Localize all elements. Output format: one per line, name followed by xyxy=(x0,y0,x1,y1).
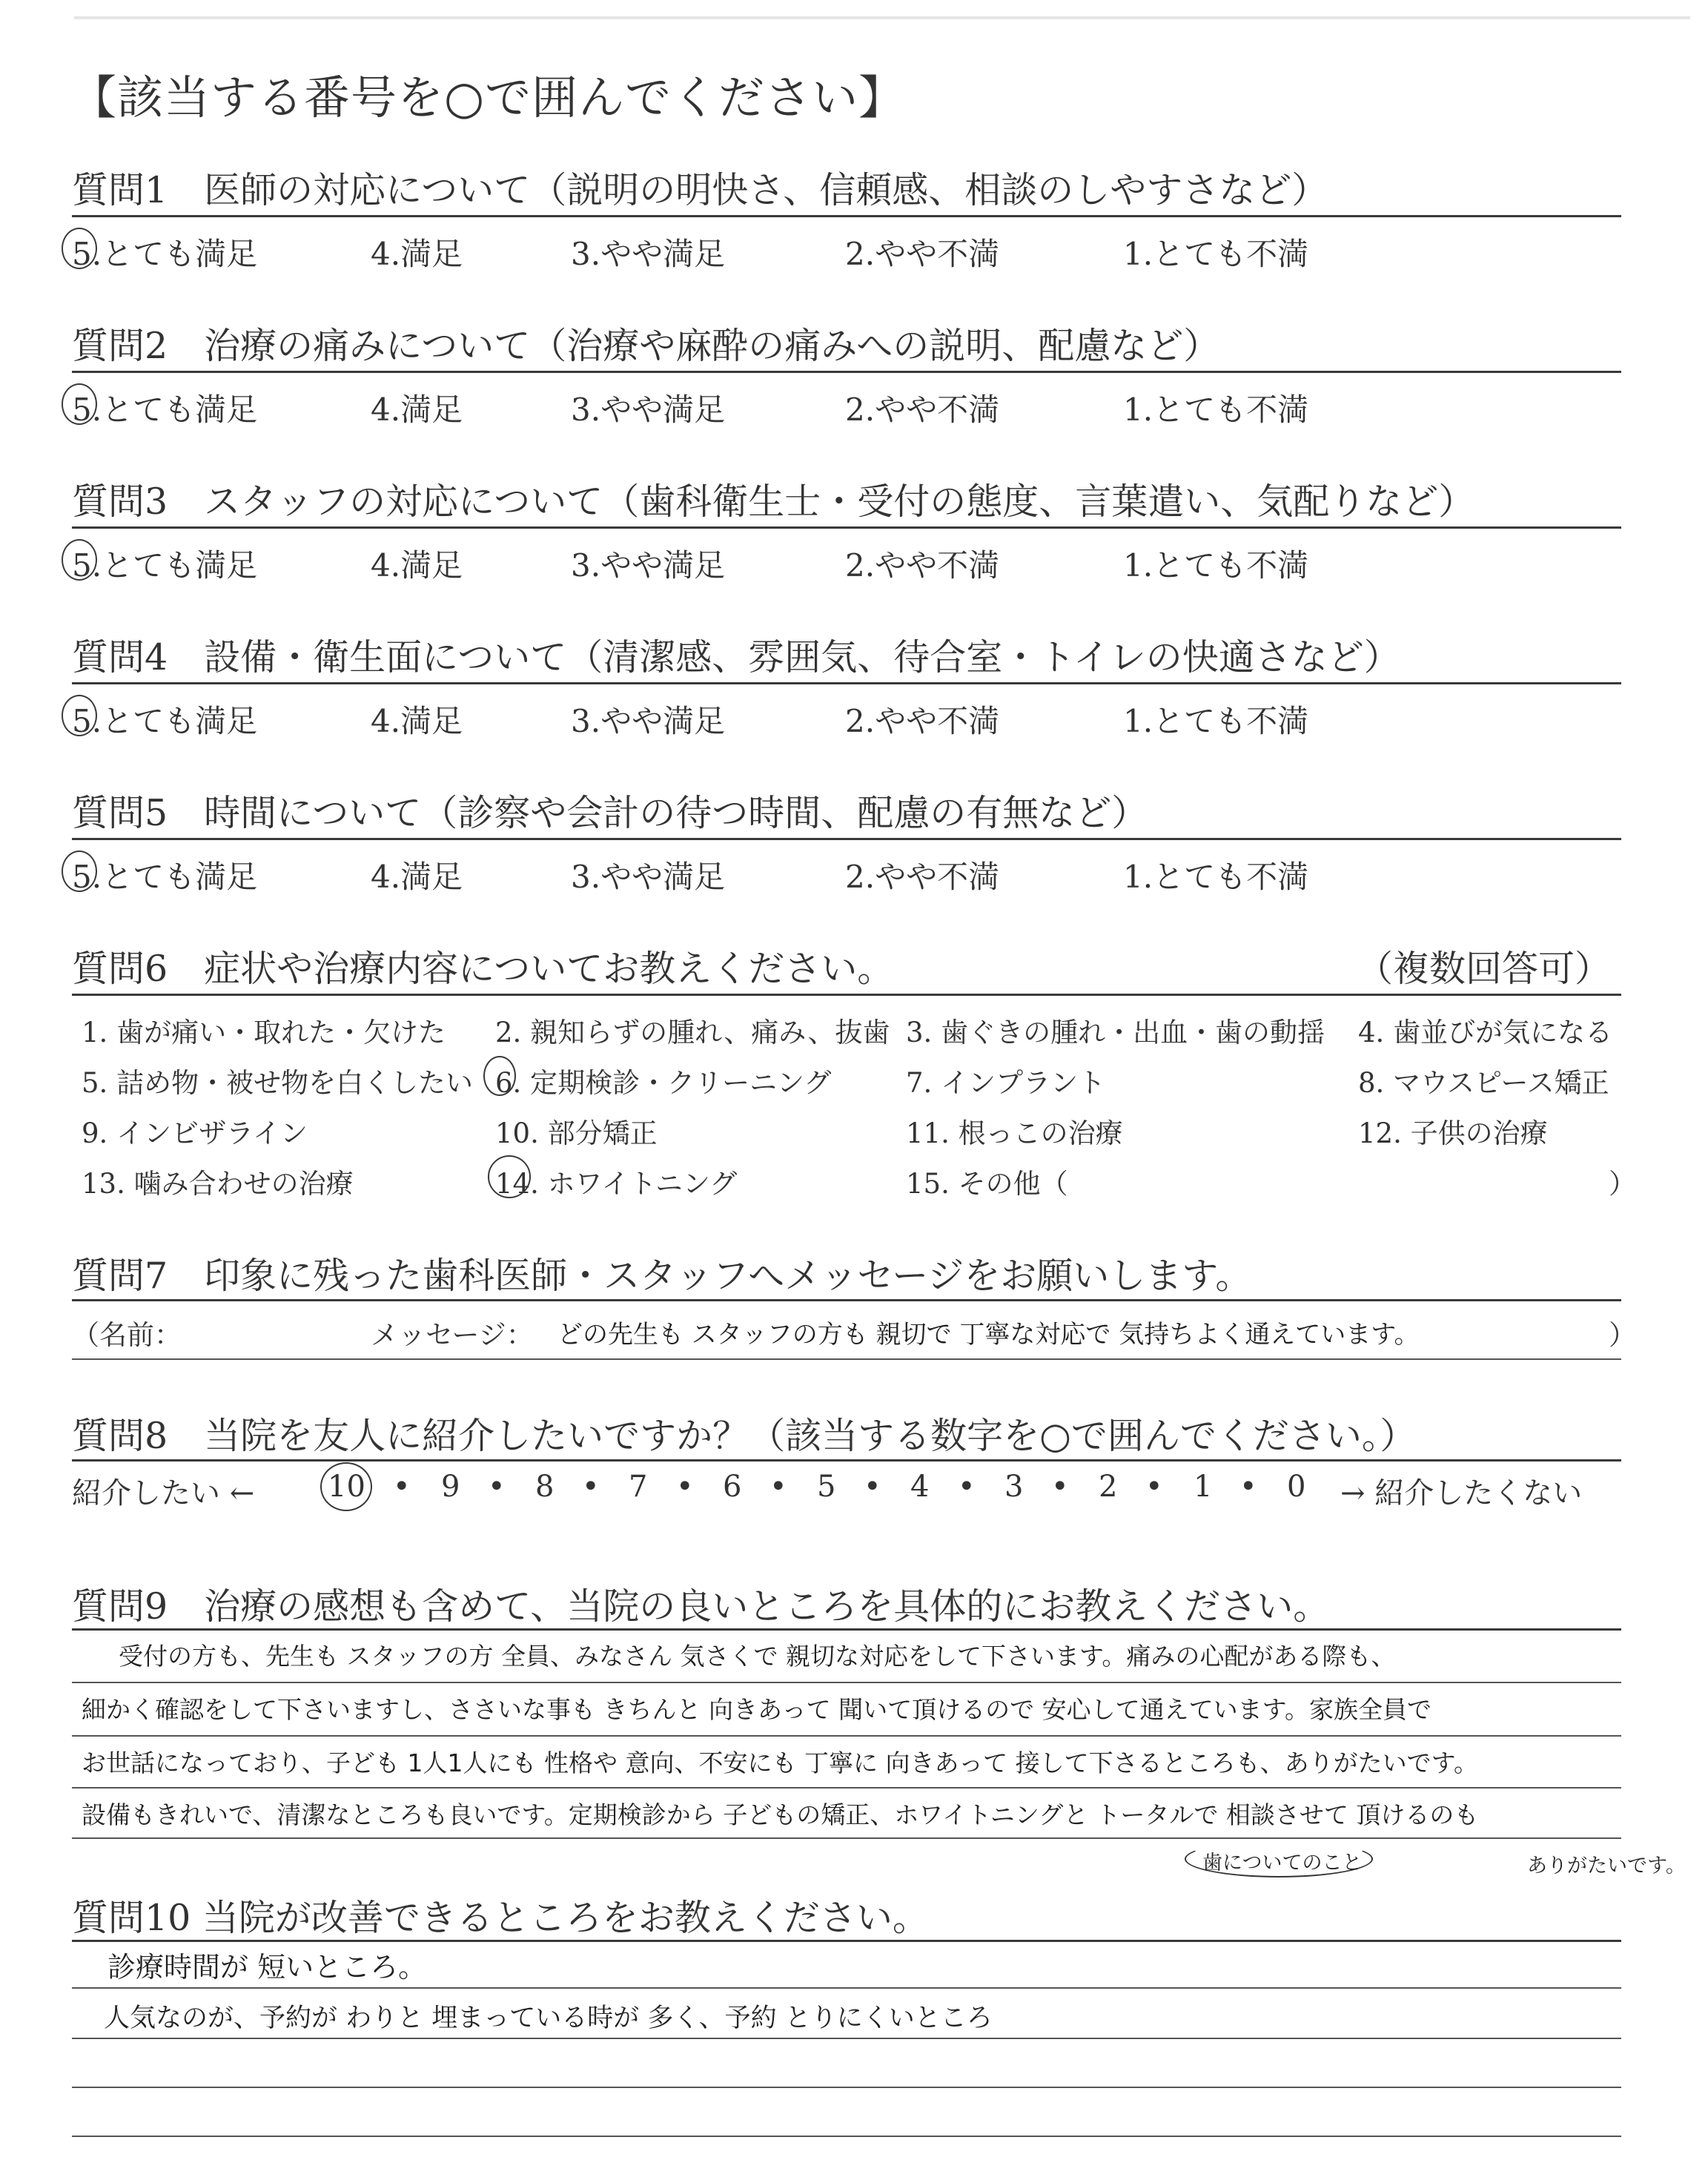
question-2-rule xyxy=(72,371,1621,373)
q6-item-3[interactable]: 3. 歯ぐきの腫れ・出血・歯の動揺 xyxy=(906,1017,1325,1048)
q9-insert-note: 歯についてのこと xyxy=(1202,1852,1363,1875)
option-4[interactable]: 4.満足 xyxy=(371,236,463,272)
q7-message-label: メッセージ： xyxy=(371,1319,534,1351)
q9-ruled-line xyxy=(72,1735,1621,1737)
option-3[interactable]: 3.やや満足 xyxy=(571,703,726,739)
option-2[interactable]: 2.やや不満 xyxy=(845,859,1000,895)
option-1[interactable]: 1.とても不満 xyxy=(1123,703,1309,739)
q8-scale-2[interactable]: 2 xyxy=(1099,1470,1118,1504)
q7-name-label: （名前： xyxy=(72,1319,182,1351)
option-2[interactable]: 2.やや不満 xyxy=(845,547,1000,584)
option-5[interactable]: 5.とても満足 xyxy=(72,703,258,739)
q6-item-1[interactable]: 1. 歯が痛い・取れた・欠けた xyxy=(82,1017,446,1048)
option-3[interactable]: 3.やや満足 xyxy=(571,392,726,428)
q9-ruled-line xyxy=(72,1787,1621,1789)
q10-ruled-line xyxy=(72,1987,1621,1989)
option-3[interactable]: 3.やや満足 xyxy=(571,236,726,272)
option-2[interactable]: 2.やや不満 xyxy=(845,236,1000,272)
q8-scale-sep: • xyxy=(676,1470,694,1504)
q6-item-14[interactable]: 14. ホワイトニング xyxy=(495,1168,738,1200)
q8-scale-0[interactable]: 0 xyxy=(1287,1470,1306,1504)
q8-scale-sep: • xyxy=(958,1470,976,1504)
question-5-rule xyxy=(72,838,1621,840)
q8-scale-sep: • xyxy=(488,1470,506,1504)
top-edge-line xyxy=(74,16,1690,19)
q6-item-7[interactable]: 7. インプラント xyxy=(906,1067,1106,1099)
q8-scale-9[interactable]: 9 xyxy=(441,1470,460,1504)
question-10-title: 質問10 当院が改善できるところをお教えください。 xyxy=(72,1897,929,1939)
q8-scale-6[interactable]: 6 xyxy=(723,1470,742,1504)
question-6-rule xyxy=(72,994,1621,996)
q9-ruled-line xyxy=(72,1682,1621,1683)
question-10-rule xyxy=(72,1940,1621,1942)
q8-scale-sep: • xyxy=(582,1470,600,1504)
q8-scale-sep: • xyxy=(864,1470,881,1504)
q6-item-12[interactable]: 12. 子供の治療 xyxy=(1358,1117,1548,1149)
q10-answer-line-2: 人気なのが、予約が わりと 埋まっている時が 多く、予約 とりにくいところ xyxy=(104,2004,993,2033)
q7-message-handwritten: どの先生も スタッフの方も 親切で 丁寧な対応で 気持ちよく通えています。 xyxy=(557,1320,1420,1350)
q8-scale-8[interactable]: 8 xyxy=(535,1470,555,1504)
q9-answer-tail: ありがたいです。 xyxy=(1527,1855,1686,1877)
q8-scale-sep: • xyxy=(1145,1470,1163,1504)
q8-left-label: 紹介したい ← xyxy=(72,1476,255,1510)
q6-item-9[interactable]: 9. インビザライン xyxy=(82,1117,308,1149)
option-2[interactable]: 2.やや不満 xyxy=(845,703,1000,739)
option-1[interactable]: 1.とても不満 xyxy=(1123,859,1309,895)
q10-answer-line-1: 診療時間が 短いところ。 xyxy=(107,1951,427,1984)
question-1-rule xyxy=(72,215,1621,217)
q9-answer-line-4: 設備もきれいで、清潔なところも良いです。定期検診から 子どもの矯正、ホワイトニングと トータルで 相談させて 頂けるのも xyxy=(82,1800,1479,1829)
q6-item-15[interactable]: 15. その他（ xyxy=(906,1168,1068,1200)
option-1[interactable]: 1.とても不満 xyxy=(1123,236,1309,272)
q9-answer-line-1: 受付の方も、先生も スタッフの方 全員、みなさん 気さくで 親切な対応をして下さいます。痛みの心配がある際も、 xyxy=(119,1642,1396,1671)
q8-scale-sep: • xyxy=(393,1470,411,1504)
option-4[interactable]: 4.満足 xyxy=(371,392,463,428)
q6-item-15-close: ） xyxy=(1609,1168,1636,1200)
question-4-rule xyxy=(72,682,1621,684)
option-1[interactable]: 1.とても不満 xyxy=(1123,392,1309,428)
q6-item-8[interactable]: 8. マウスピース矯正 xyxy=(1358,1067,1609,1099)
question-9-rule xyxy=(72,1628,1621,1631)
question-7-rule xyxy=(72,1299,1621,1301)
q8-scale-sep: • xyxy=(769,1470,787,1504)
q7-bottom-rule xyxy=(72,1358,1621,1360)
q8-scale-7[interactable]: 7 xyxy=(629,1470,648,1504)
q10-ruled-line xyxy=(72,2136,1621,2137)
q10-ruled-line xyxy=(72,2038,1621,2039)
option-5[interactable]: 5.とても満足 xyxy=(72,859,258,895)
option-3[interactable]: 3.やや満足 xyxy=(571,859,726,895)
q6-item-2[interactable]: 2. 親知らずの腫れ、痛み、抜歯 xyxy=(495,1017,890,1048)
q8-scale-sep: • xyxy=(1051,1470,1069,1504)
q8-scale-4[interactable]: 4 xyxy=(910,1470,930,1504)
question-1-title: 質問1 医師の対応について（説明の明快さ、信頼感、相談のしやすさなど） xyxy=(72,169,1328,211)
q7-close-paren: ） xyxy=(1609,1319,1636,1351)
option-4[interactable]: 4.満足 xyxy=(371,859,463,895)
q9-ruled-line xyxy=(72,1837,1621,1839)
question-7-title: 質問7 印象に残った歯科医師・スタッフへメッセージをお願いします。 xyxy=(72,1255,1252,1297)
question-3-title: 質問3 スタッフの対応について（歯科衛生士・受付の態度、言葉遣い、気配りなど） xyxy=(72,480,1475,523)
q8-right-label: → 紹介したくない xyxy=(1340,1476,1583,1510)
option-1[interactable]: 1.とても不満 xyxy=(1123,547,1309,584)
question-2-title: 質問2 治療の痛みについて（治療や麻酔の痛みへの説明、配慮など） xyxy=(72,325,1220,367)
question-8-title: 質問8 当院を友人に紹介したいですか？（該当する数字を○で囲んでください。） xyxy=(72,1415,1417,1457)
question-3-rule xyxy=(72,526,1621,529)
q6-item-6[interactable]: 6. 定期検診・クリーニング xyxy=(495,1067,832,1099)
question-9-title: 質問9 治療の感想も含めて、当院の良いところを具体的にお教えください。 xyxy=(72,1585,1330,1628)
question-6-note: （複数回答可） xyxy=(1357,948,1612,990)
option-4[interactable]: 4.満足 xyxy=(371,547,463,584)
q6-item-5[interactable]: 5. 詰め物・被せ物を白くしたい xyxy=(82,1067,474,1099)
option-5[interactable]: 5.とても満足 xyxy=(72,392,258,428)
option-5[interactable]: 5.とても満足 xyxy=(72,236,258,272)
option-2[interactable]: 2.やや不満 xyxy=(845,392,1000,428)
q6-item-4[interactable]: 4. 歯並びが気になる xyxy=(1358,1017,1613,1048)
q10-ruled-line xyxy=(72,2087,1621,2088)
page-title: 【該当する番号を○で囲んでください】 xyxy=(70,70,906,125)
option-5[interactable]: 5.とても満足 xyxy=(72,547,258,584)
q9-answer-line-3: お世話になっており、子ども 1人1人にも 性格や 意向、不安にも 丁寧に 向きあって 接して下さるところも、ありがたいです。 xyxy=(82,1748,1478,1777)
option-4[interactable]: 4.満足 xyxy=(371,703,463,739)
question-8-rule xyxy=(72,1459,1621,1462)
q8-scale-3[interactable]: 3 xyxy=(1004,1470,1024,1504)
question-5-title: 質問5 時間について（診察や会計の待つ時間、配慮の有無など） xyxy=(72,792,1148,834)
q8-scale-sep: • xyxy=(1239,1470,1257,1504)
question-4-title: 質問4 設備・衛生面について（清潔感、雰囲気、待合室・トイレの快適さなど） xyxy=(72,636,1400,678)
q8-scale-10[interactable]: 10 xyxy=(328,1470,365,1504)
q9-answer-line-2: 細かく確認をして下さいますし、ささいな事も きちんと 向きあって 聞いて頂けるので 安心して通えています。家族全員で xyxy=(82,1695,1431,1724)
q6-item-13[interactable]: 13. 噛み合わせの治療 xyxy=(82,1168,354,1200)
option-3[interactable]: 3.やや満足 xyxy=(571,547,726,584)
q8-scale-5[interactable]: 5 xyxy=(817,1470,836,1504)
q6-item-11[interactable]: 11. 根っこの治療 xyxy=(906,1117,1123,1149)
question-6-title: 質問6 症状や治療内容についてお教えください。 xyxy=(72,948,894,990)
q8-scale-1[interactable]: 1 xyxy=(1194,1470,1213,1504)
q6-item-10[interactable]: 10. 部分矯正 xyxy=(495,1117,658,1149)
